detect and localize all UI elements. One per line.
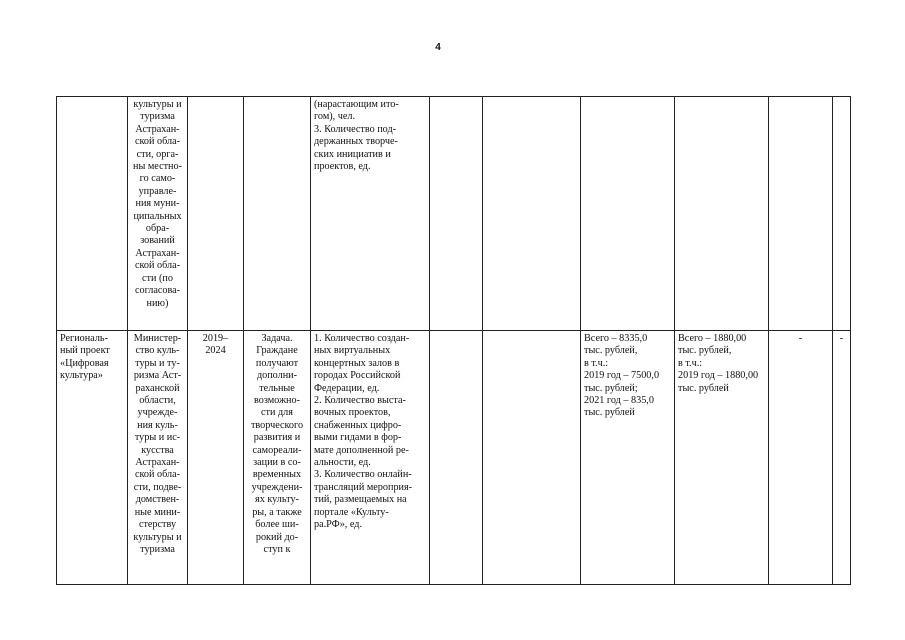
period-cell: 2019– 2024 bbox=[188, 331, 244, 585]
executor-cell: культуры и туризма Астрахан- ской обла- сти, орга- ны местно- го само- управле- ния муни- ципальных обра- зований Астрахан- ской обла- сти (по согласова- нию) bbox=[128, 97, 188, 331]
empty-cell bbox=[483, 331, 581, 585]
project-name-cell bbox=[57, 97, 128, 331]
project-name-cell: Региональ- ный проект «Цифровая культура» bbox=[57, 331, 128, 585]
funding-total-cell: Всего – 8335,0 тыс. рублей, в т.ч.: 2019 год – 7500,0 тыс. рублей; 2021 год – 835,0 тыс. рублей bbox=[581, 331, 675, 585]
table-row bbox=[57, 331, 851, 585]
program-table bbox=[56, 96, 851, 585]
indicators-cell: (нарастающим ито- гом), чел. 3. Количество под- держанных творче- ских инициатив и проектов, ед. bbox=[311, 97, 430, 331]
funding-total-cell bbox=[581, 97, 675, 331]
funding-regional-cell: Всего – 1880,00 тыс. рублей, в т.ч.: 2019 год – 1880,00 тыс. рублей bbox=[675, 331, 769, 585]
indicators-cell: 1. Количество создан- ных виртуальных концертных залов в городах Российской Федерации, ед. 2. Количество выста- вочных проектов, снабженных цифро- выми гидами в фор- мате дополненной ре- альности, ед. 3. Количество онлайн- трансляций мероприя- тий, размещаемых на портале «Культу- ра.РФ», ед. bbox=[311, 331, 430, 585]
page-number: 4 bbox=[435, 42, 441, 53]
task-cell: Задача. Граждане получают дополни- тельные возможно- сти для творческого развития и самореали- зации в со- временных учреждени- ях культу- ры, а также более ши- рокий до- ступ к bbox=[244, 331, 311, 585]
funding-other-cell bbox=[833, 97, 851, 331]
funding-other-cell: - bbox=[833, 331, 851, 585]
empty-cell bbox=[430, 97, 483, 331]
funding-local-cell: - bbox=[769, 331, 833, 585]
table-row bbox=[57, 97, 851, 331]
executor-cell: Министер- ство куль- туры и ту- ризма Аст- раханской области, учрежде- ния куль- туры и ис- кусства Астрахан- ской обла- сти, подве- домствен- ные мини- стерству культуры и туризма bbox=[128, 331, 188, 585]
funding-local-cell bbox=[769, 97, 833, 331]
empty-cell bbox=[430, 331, 483, 585]
period-cell bbox=[188, 97, 244, 331]
empty-cell bbox=[483, 97, 581, 331]
funding-regional-cell bbox=[675, 97, 769, 331]
task-cell bbox=[244, 97, 311, 331]
